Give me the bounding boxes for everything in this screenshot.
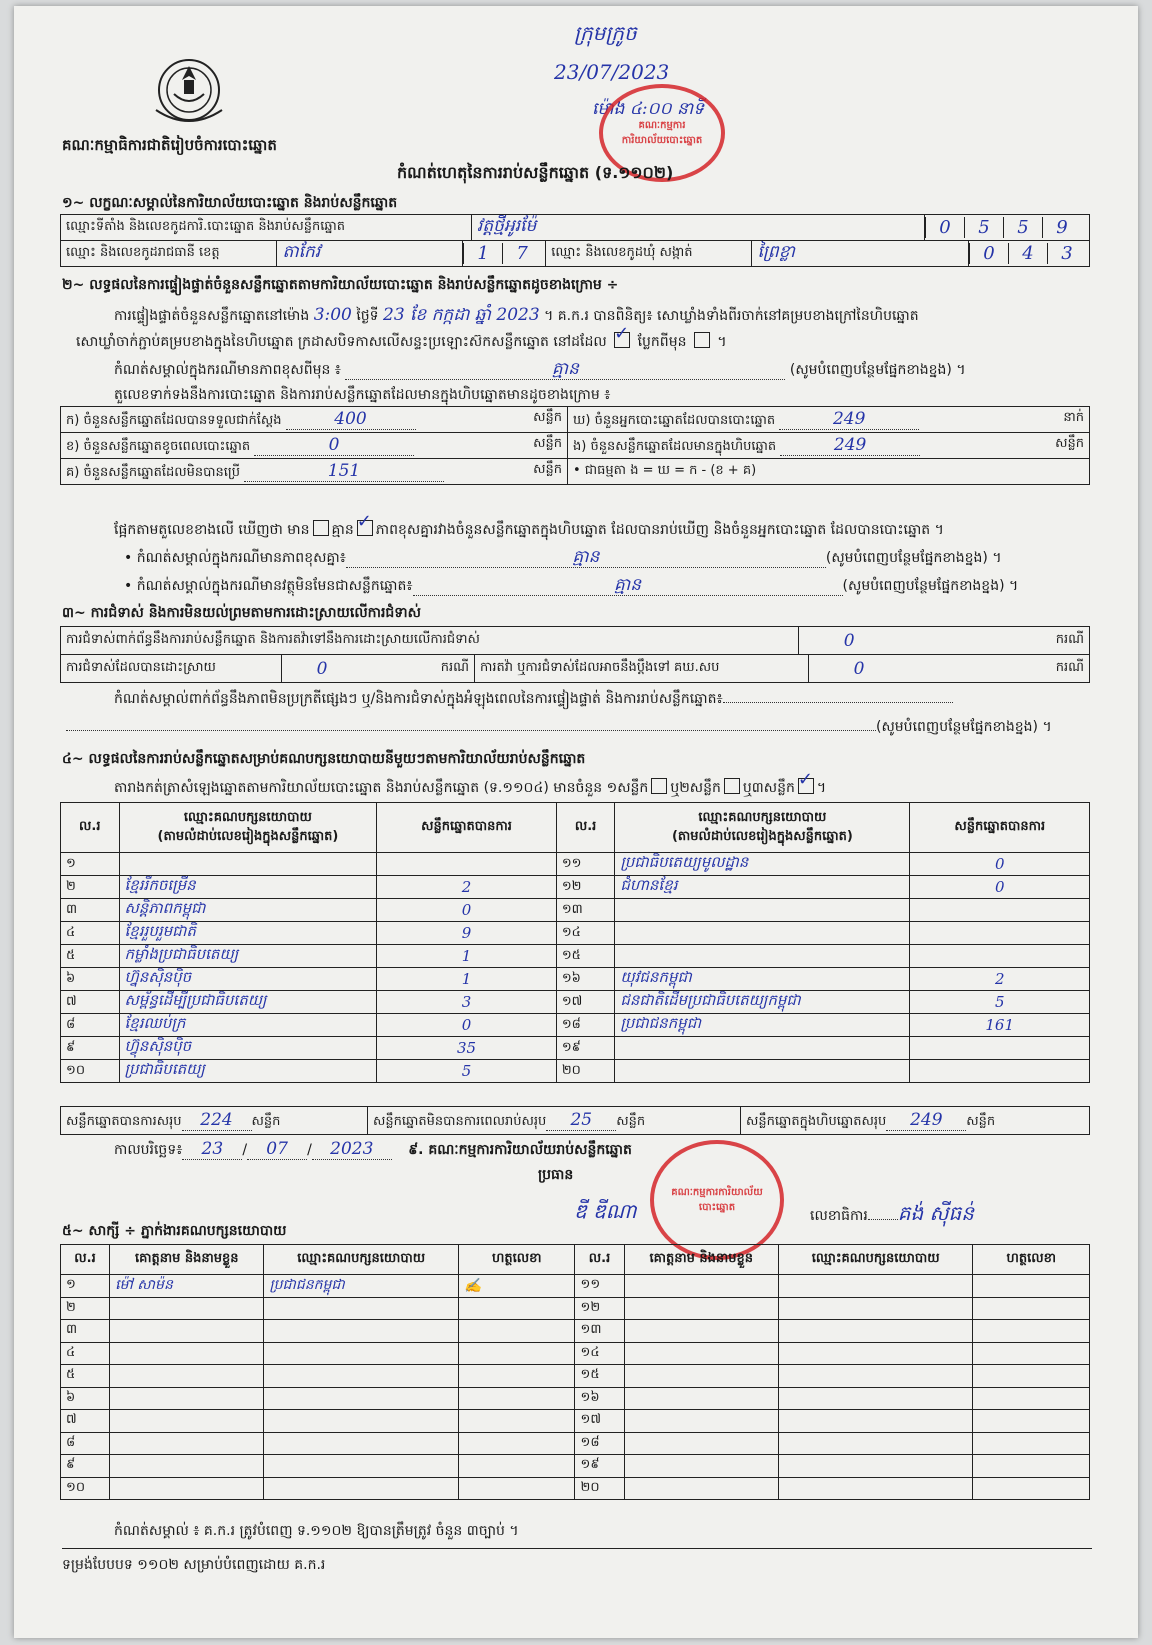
party-name <box>119 853 377 876</box>
location-code-digit: 9 <box>1042 217 1081 238</box>
witness-signature <box>458 1320 575 1343</box>
col-votes-right: សន្លឹកឆ្នោតបានការ <box>910 803 1090 853</box>
witness-no: ៣ <box>61 1320 110 1343</box>
witness-no: ៤ <box>61 1342 110 1365</box>
irregularity-note: កំណត់សម្គាល់ពាក់ព័ន្ធនឹងភាពមិនប្រក្រតីផ្សេងៗ ឬ/និងការជំទាស់ក្នុងអំឡុងពេលនៃការផ្ទៀងផ្ទាត់ និងការរាប់សន្លឹកឆ្នោត៖ <box>114 690 953 708</box>
witness-signature <box>458 1387 575 1410</box>
table-row <box>61 1275 1090 1298</box>
witness-no: ១៣ <box>575 1320 624 1343</box>
party-name: ប្រជាធិបតេយ្យមូលដ្ឋាន <box>615 853 910 876</box>
witness-party <box>264 1342 459 1365</box>
section3-title: ៣~ ការជំទាស់ និងការមិនយល់ព្រមតាមការដោះស្រាយលើការជំទាស់ <box>62 605 421 621</box>
total-box-value: 249 <box>910 1109 943 1130</box>
witness-no: ១២ <box>575 1297 624 1320</box>
total-valid-cell: សន្លឹកឆ្នោតបានការសរុប 224 សន្លឹក <box>61 1107 368 1135</box>
count-in-box-value: 249 <box>833 434 867 455</box>
party-name: ជំហានខ្មែរ <box>615 876 910 899</box>
table-row <box>61 1320 1090 1343</box>
witness-no: ១ <box>61 1275 110 1298</box>
witness-name <box>624 1387 778 1410</box>
bullet-foreign-object-value: គ្មាន <box>614 575 642 595</box>
commune-code-digit: 3 <box>1047 243 1086 264</box>
secretary-line: លេខាធិការ គង់ ស៊ីធន់ <box>810 1201 974 1225</box>
witness-no: ១៧ <box>575 1410 624 1433</box>
witness-signature <box>973 1432 1090 1455</box>
witness-name <box>624 1342 778 1365</box>
party-votes: 2 <box>377 876 557 899</box>
three-sheets-checkbox[interactable]: ✓ <box>798 778 814 794</box>
total-invalid-cell: សន្លឹកឆ្នោតមិនបានការពេលរាប់សរុប 25 សន្លឹក <box>368 1107 741 1135</box>
witness-name <box>624 1455 778 1478</box>
party-no: ១៤ <box>556 922 615 945</box>
party-votes: 2 <box>910 968 1090 991</box>
section1-table <box>60 214 1090 241</box>
party-name <box>615 899 910 922</box>
party-name: ហ្វ៊ុនស៊ិនប៉ិច <box>119 968 377 991</box>
completion-note: កំណត់សម្គាល់ ៖ គ.ក.រ ត្រូវបំពេញ ទ.១១០២ ឱ្យបានត្រឹមត្រូវ ចំនួន ៣ច្បាប់ ។ <box>114 1523 519 1539</box>
count-formula-cell: • ជាធម្មតា ង = ឃ = ក - (ខ + គ) <box>568 459 1090 485</box>
party-votes: 1 <box>377 968 557 991</box>
party-no: ៣ <box>61 899 120 922</box>
witness-no: ១០ <box>61 1477 110 1500</box>
witness-no: ១៦ <box>575 1387 624 1410</box>
table-row <box>61 968 1090 991</box>
witness-party: ប្រជាជនកម្ពុជា <box>264 1275 459 1298</box>
witness-party <box>264 1477 459 1500</box>
witness-signature <box>458 1432 575 1455</box>
section1-table-row2 <box>60 240 1090 267</box>
table-row <box>61 1410 1090 1433</box>
party-no: ២០ <box>556 1060 615 1083</box>
vote-totals-table <box>60 1106 1090 1135</box>
signing-date-line: កាលបរិច្ឆេទ៖ 23 / 07 / 2023 ៩. គណៈកម្មការការិយាល័យរាប់សន្លឹកឆ្នោត <box>114 1139 632 1159</box>
form-footer: ទម្រង់បែបបទ ១១០២ សម្រាប់បំពេញដោយ គ.ក.រ <box>62 1557 326 1573</box>
party-no: ១៩ <box>556 1037 615 1060</box>
count-received-value: 400 <box>334 408 367 429</box>
witness-no: ១៨ <box>575 1432 624 1455</box>
witness-no: ១៥ <box>575 1365 624 1388</box>
location-value: វត្តថ្មីអូរម៉ែ <box>471 215 924 241</box>
witness-signature <box>973 1410 1090 1433</box>
party-votes: 161 <box>910 1014 1090 1037</box>
party-votes: 5 <box>377 1060 557 1083</box>
form-title: កំណត់ហេតុនៃការរាប់សន្លឹកឆ្នោត (ទ.១១០២) <box>397 163 674 182</box>
committee-label: ៩. គណៈកម្មការការិយាល័យរាប់សន្លឹកឆ្នោត <box>408 1142 632 1158</box>
witness-signature <box>973 1297 1090 1320</box>
complaints-count: 0 <box>843 630 855 651</box>
witness-no: ៥ <box>61 1365 110 1388</box>
witness-name <box>624 1410 778 1433</box>
bullet-difference-note: • កំណត់សម្គាល់ក្នុងករណីមានភាពខុសគ្នា៖ គ្មាន (សូមបំពេញបន្ថែមផ្នែកខាងខ្នង) ។ <box>124 547 1002 567</box>
col-no-right: ល.រ <box>556 803 615 853</box>
witness-no: ៨ <box>61 1432 110 1455</box>
count-spoiled-value: 0 <box>328 434 340 455</box>
party-no: ៦ <box>61 968 120 991</box>
witness-party <box>778 1455 973 1478</box>
witness-name <box>110 1387 264 1410</box>
party-no: ៥ <box>61 945 120 968</box>
witness-party <box>264 1455 459 1478</box>
form-sheet <box>14 6 1138 1638</box>
party-votes <box>377 853 557 876</box>
signing-month: 07 <box>266 1139 288 1159</box>
witness-party <box>264 1432 459 1455</box>
secretary-signature: គង់ ស៊ីធន់ <box>897 1201 974 1225</box>
section5-title: ៥~ សាក្សី ÷ ភ្នាក់ងារគណបក្សនយោបាយ <box>62 1223 287 1239</box>
signing-day: 23 <box>201 1139 224 1159</box>
witness-party <box>264 1387 459 1410</box>
table-row <box>61 991 1090 1014</box>
table-row <box>61 1387 1090 1410</box>
witness-party <box>778 1320 973 1343</box>
witness-no: ១១ <box>575 1275 624 1298</box>
witness-no: ៧ <box>61 1410 110 1433</box>
party-name <box>615 1037 910 1060</box>
party-votes <box>910 945 1090 968</box>
location-code-digit: 5 <box>964 217 1003 238</box>
count-c-cell: គ) ចំនួនសន្លឹកឆ្នោតដែលមិនបានប្រើ 151 សន្លឹក <box>61 459 568 485</box>
witness-signature <box>973 1387 1090 1410</box>
discrepancy-line: ផ្អែកតាមតួលេខខាងលើ ឃើញថា មាន គ្មាន ✓ ភាពខុសគ្នារវាងចំនួនសន្លឹកឆ្នោតក្នុងហិបឆ្នោត ដែលបានរាប់ឃើញ និងចំនួនអ្នកបោះឆ្នោត ដែលបានបោះឆ្នោត ។ <box>114 511 944 538</box>
witness-col-party: ឈ្មោះគណបក្សនយោបាយ <box>264 1245 459 1275</box>
counts-table <box>60 406 1090 485</box>
location-code <box>924 215 1089 241</box>
total-invalid-value: 25 <box>570 1109 593 1130</box>
party-no: ១៨ <box>556 1014 615 1037</box>
party-no: ២ <box>61 876 120 899</box>
verification-date: 23 ខែ កក្កដា ឆ្នាំ 2023 <box>383 305 540 325</box>
total-valid-value: 224 <box>200 1109 233 1130</box>
party-name <box>615 1060 910 1083</box>
witness-no: ១៩ <box>575 1455 624 1478</box>
table-row <box>61 1455 1090 1478</box>
party-no: ១៧ <box>556 991 615 1014</box>
section4-title: ៤~ លទ្ធផលនៃការរាប់សន្លឹកឆ្នោតសម្រាប់គណបក្សនយោបាយនីមួយៗតាមការិយាល័យរាប់សន្លឹកឆ្នោត <box>62 751 586 767</box>
table-row <box>61 1037 1090 1060</box>
witness-signature: ✍ <box>458 1275 575 1298</box>
count-a-cell: ក) ចំនួនសន្លឹកឆ្នោតដែលបានទទួលជាក់ស្តែង 400 សន្លឹក <box>61 407 568 433</box>
province-value: តាកែវ <box>277 241 463 267</box>
col-no-left: ល.រ <box>61 803 120 853</box>
witness-name <box>110 1410 264 1433</box>
col-party-left: ឈ្មោះគណបក្សនយោបាយ (តាមលំដាប់លេខរៀងក្នុងសន្លឹកឆ្នោត) <box>119 803 377 853</box>
different-checkbox[interactable] <box>694 332 710 348</box>
bullet-foreign-object-note: • កំណត់សម្គាល់ក្នុងករណីមានវត្ថុមិនមែនជាសន្លឹកឆ្នោត៖ គ្មាន (សូមបំពេញបន្ថែមផ្នែកខាងខ្នង) ។ <box>124 575 1019 595</box>
table-row <box>61 1297 1090 1320</box>
party-name: កម្លាំងប្រជាធិបតេយ្យ <box>119 945 377 968</box>
location-label: ឈ្មោះទីតាំង និងលេខកូដការិ.បោះឆ្នោត និងរាប់សន្លឹកឆ្នោត <box>61 215 472 241</box>
resolved-count-cell: 0 ករណី <box>281 655 474 683</box>
table-row <box>61 899 1090 922</box>
party-votes: 3 <box>377 991 557 1014</box>
witness-name <box>110 1365 264 1388</box>
party-no: ៩ <box>61 1037 120 1060</box>
witness-party <box>778 1410 973 1433</box>
witness-signature <box>458 1455 575 1478</box>
handwritten-annotation-2: 23/07/2023 <box>554 60 670 84</box>
commune-code <box>968 241 1089 267</box>
witness-party <box>778 1297 973 1320</box>
handwritten-annotation-3: ម៉ោង ៤:០០ នាទី <box>592 99 704 119</box>
commune-value: ព្រៃខ្លា <box>752 241 968 267</box>
witness-name <box>624 1297 778 1320</box>
resolved-count: 0 <box>316 658 328 679</box>
col-votes-left: សន្លឹកឆ្នោតបានការ <box>377 803 557 853</box>
witness-col-sign-right: ហត្ថលេខា <box>973 1245 1090 1275</box>
table-row <box>61 1060 1090 1083</box>
party-votes <box>910 1060 1090 1083</box>
party-no: ១២ <box>556 876 615 899</box>
verification-line-1: ការផ្ទៀងផ្ទាត់ចំនួនសន្លឹកឆ្នោតនៅម៉ោង 3:00 ថ្ងៃទី 23 ខែ កក្កដា ឆ្នាំ 2023 ។ គ.ក.រ បានពិនិត្យ៖ សោឃ្លាំងទាំងពីរចាក់នៅគម្របខាងក្រៅនៃហិបឆ្នោត <box>114 305 919 325</box>
table-row <box>61 876 1090 899</box>
party-votes <box>910 1037 1090 1060</box>
party-no: ១៥ <box>556 945 615 968</box>
party-name <box>615 922 910 945</box>
party-name: ខ្មែរឈប់ក្រ <box>119 1014 377 1037</box>
table-row <box>61 853 1090 876</box>
witness-signature <box>458 1342 575 1365</box>
commune-label: ឈ្មោះ និងលេខកូដឃុំ សង្កាត់ <box>546 241 752 267</box>
party-name: យុវជនកម្ពុជា <box>615 968 910 991</box>
nec-emblem-icon <box>146 50 232 130</box>
party-no: ១៦ <box>556 968 615 991</box>
commune-code-digit: 4 <box>1008 243 1047 264</box>
table-row <box>61 1477 1090 1500</box>
difference-note-value: គ្មាន <box>551 359 579 379</box>
party-votes <box>910 922 1090 945</box>
commune-code-digit: 0 <box>969 243 1008 264</box>
province-label: ឈ្មោះ និងលេខកូដរាជធានី ខេត្ត <box>61 241 277 267</box>
location-code-digit: 0 <box>925 217 964 238</box>
same-checkbox[interactable]: ✓ <box>614 332 630 348</box>
witness-name <box>110 1320 264 1343</box>
difference-note-line: កំណត់សម្គាល់ក្នុងករណីមានភាពខុសពីមុន ៖ គ្មាន (សូមបំពេញបន្ថែមផ្នែកខាងខ្នង) ។ <box>114 359 966 379</box>
witness-signature <box>973 1275 1090 1298</box>
witness-name <box>110 1455 264 1478</box>
two-sheets-checkbox[interactable] <box>724 778 740 794</box>
party-name: ខ្មែររួបរួមជាតិ <box>119 922 377 945</box>
count-unused-value: 151 <box>327 460 361 481</box>
complaints-label: ការជំទាស់ពាក់ព័ន្ធនឹងការរាប់សន្លឹកឆ្នោត និងការតវ៉ាទៅនឹងការដោះស្រាយលើការជំទាស់ <box>61 627 799 655</box>
party-votes: 35 <box>377 1037 557 1060</box>
witness-no: ២ <box>61 1297 110 1320</box>
official-seal-bottom: គណៈកម្មការការិយាល័យបោះឆ្នោត <box>650 1140 784 1260</box>
signing-year: 2023 <box>330 1139 374 1159</box>
party-no: ១ <box>61 853 120 876</box>
witness-col-name-right: គោត្តនាម និងនាមខ្លួន <box>624 1245 778 1275</box>
witness-col-name: គោត្តនាម និងនាមខ្លួន <box>110 1245 264 1275</box>
irregularity-note-line-2: (សូមបំពេញបន្ថែមផ្នែកខាងខ្នង) ។ <box>66 718 1052 736</box>
appeal-count-cell: 0 ករណី <box>808 655 1089 683</box>
witness-party <box>778 1275 973 1298</box>
figures-intro: តួលេខទាក់ទងនឹងការបោះឆ្នោត និងការរាប់សន្លឹកឆ្នោតដែលមានក្នុងហិបឆ្នោតមានដូចខាងក្រោម ៖ <box>114 387 611 403</box>
province-code-digit: 1 <box>463 243 502 264</box>
total-box-cell: សន្លឹកឆ្នោតក្នុងហិបឆ្នោតសរុប 249 សន្លឹក <box>741 1107 1090 1135</box>
witness-signature <box>973 1365 1090 1388</box>
party-name <box>615 945 910 968</box>
witness-signature <box>973 1342 1090 1365</box>
chair-label: ប្រធាន <box>538 1167 574 1183</box>
witness-party <box>778 1432 973 1455</box>
count-d-cell: ឃ) ចំនួនអ្នកបោះឆ្នោតដែលបានបោះឆ្នោត 249 នាក់ <box>568 407 1090 433</box>
section1-title: ១~ លក្ខណៈសម្គាល់នៃការិយាល័យបោះឆ្នោត និងរាប់សន្លឹកឆ្នោត <box>62 195 398 211</box>
party-results-table <box>60 802 1090 1083</box>
witness-col-party-right: ឈ្មោះគណបក្សនយោបាយ <box>778 1245 973 1275</box>
witness-party <box>264 1297 459 1320</box>
witness-name <box>110 1297 264 1320</box>
party-votes: 5 <box>910 991 1090 1014</box>
party-name: សម្ព័ន្ធដើម្បីប្រជាធិបតេយ្យ <box>119 991 377 1014</box>
appeal-count: 0 <box>853 658 865 679</box>
party-votes: 0 <box>910 876 1090 899</box>
has-difference-checkbox[interactable] <box>313 520 329 536</box>
party-no: ៧ <box>61 991 120 1014</box>
party-no: ១១ <box>556 853 615 876</box>
witness-signature <box>973 1320 1090 1343</box>
table-row <box>61 1342 1090 1365</box>
verification-time: 3:00 <box>313 305 352 325</box>
table-row <box>61 1365 1090 1388</box>
section2-title: ២~ លទ្ធផលនៃការផ្ទៀងផ្ទាត់ចំនួនសន្លឹកឆ្នោតតាមការិយាល័យបោះឆ្នោត និងរាប់សន្លឹកឆ្នោតដូចខាងក្រោម ÷ <box>62 277 619 293</box>
party-no: ១៣ <box>556 899 615 922</box>
no-difference-checkbox[interactable]: ✓ <box>357 520 373 536</box>
party-name: ប្រជាធិបតេយ្យ <box>119 1060 377 1083</box>
witness-name <box>624 1432 778 1455</box>
org-name: គណៈកម្មាធិការជាតិរៀបចំការបោះឆ្នោត <box>62 136 277 154</box>
table-row <box>61 945 1090 968</box>
tally-sheet-count-line: តារាងកត់ត្រាសំឡេងឆ្នោតតាមការិយាល័យបោះឆ្នោត និងរាប់សន្លឹកឆ្នោត (ទ.១១០៤) មានចំនួន ១សន្លឹក ឬ២សន្លឹក ឬ៣សន្លឹក ✓ ។ <box>114 769 827 796</box>
witness-name <box>110 1432 264 1455</box>
witness-no: ៦ <box>61 1387 110 1410</box>
party-no: ១០ <box>61 1060 120 1083</box>
witness-party <box>778 1387 973 1410</box>
witness-name <box>624 1275 778 1298</box>
party-votes: 0 <box>377 899 557 922</box>
bullet-difference-value: គ្មាន <box>572 547 600 567</box>
handwritten-annotation-1: ក្រុមក្រូច <box>574 21 637 45</box>
party-votes: 0 <box>910 853 1090 876</box>
witness-party <box>264 1320 459 1343</box>
witness-name: ម៉ៅ សាម៉ន <box>110 1275 264 1298</box>
witness-col-no: ល.រ <box>61 1245 110 1275</box>
official-seal-top: គណៈកម្មការការិយាល័យបោះឆ្នោត <box>599 84 725 182</box>
witness-name <box>624 1320 778 1343</box>
witness-no: ១៤ <box>575 1342 624 1365</box>
party-no: ៤ <box>61 922 120 945</box>
witness-col-no-right: ល.រ <box>575 1245 624 1275</box>
witness-signature <box>458 1297 575 1320</box>
table-row <box>61 1014 1090 1037</box>
province-code <box>463 241 546 267</box>
party-votes: 1 <box>377 945 557 968</box>
party-name: ប្រជាជនកម្ពុជា <box>615 1014 910 1037</box>
witness-signature <box>973 1477 1090 1500</box>
witness-signature <box>458 1410 575 1433</box>
party-votes <box>910 899 1090 922</box>
verification-line-2: សោឃ្លាំចាក់ភ្ជាប់គម្របខាងក្នុងនៃហិបឆ្នោត ក្រដាសបិទកាសលើសន្ទះប្រឡោះស៊កសន្លឹកឆ្នោត នៅដដែល ✓ ប្លែកពីមុន ។ <box>76 323 727 350</box>
table-row <box>61 922 1090 945</box>
witness-col-sign: ហត្ថលេខា <box>458 1245 575 1275</box>
one-sheet-checkbox[interactable] <box>651 778 667 794</box>
chair-signature: ឌី ឌីណា <box>574 1199 637 1223</box>
witness-party <box>778 1477 973 1500</box>
witness-no: ២០ <box>575 1477 624 1500</box>
party-name: ជនជាតិដើមប្រជាធិបតេយ្យកម្ពុជា <box>615 991 910 1014</box>
appeal-label: ការតវ៉ា ឬការជំទាស់ដែលអាចនឹងប្តឹងទៅ គឃ.សប <box>475 655 809 683</box>
witness-table <box>60 1244 1090 1500</box>
witness-party <box>264 1365 459 1388</box>
party-name: ហ៊្វុនស៊ិនប៉ិច <box>119 1037 377 1060</box>
party-no: ៨ <box>61 1014 120 1037</box>
count-voters-value: 249 <box>832 408 866 429</box>
witness-name <box>624 1477 778 1500</box>
complaints-table-row2 <box>60 654 1090 683</box>
witness-signature <box>458 1477 575 1500</box>
witness-party <box>264 1410 459 1433</box>
location-code-digit: 5 <box>1003 217 1042 238</box>
witness-no: ៩ <box>61 1455 110 1478</box>
complaints-table <box>60 626 1090 655</box>
witness-name <box>624 1365 778 1388</box>
complaints-count-cell: 0 ករណី <box>798 627 1089 655</box>
table-row <box>61 1432 1090 1455</box>
party-votes: 0 <box>377 1014 557 1037</box>
party-name: សន្តិភាពកម្ពុជា <box>119 899 377 922</box>
witness-party <box>778 1342 973 1365</box>
witness-name <box>110 1477 264 1500</box>
col-party-right: ឈ្មោះគណបក្សនយោបាយ (តាមលំដាប់លេខរៀងក្នុងសន្លឹកឆ្នោត) <box>615 803 910 853</box>
count-e-cell: ង) ចំនួនសន្លឹកឆ្នោតដែលមានក្នុងហិបឆ្នោត 249 សន្លឹក <box>568 433 1090 459</box>
party-votes: 9 <box>377 922 557 945</box>
witness-name <box>110 1342 264 1365</box>
party-name: ខ្មែររីកចម្រើន <box>119 876 377 899</box>
witness-signature <box>458 1365 575 1388</box>
witness-party <box>778 1365 973 1388</box>
count-b-cell: ខ) ចំនួនសន្លឹកឆ្នោតខូចពេលបោះឆ្នោត 0 សន្លឹក <box>61 433 568 459</box>
witness-signature <box>973 1455 1090 1478</box>
resolved-label: ការជំទាស់ដែលបានដោះស្រាយ <box>61 655 282 683</box>
province-code-digit: 7 <box>502 243 541 264</box>
